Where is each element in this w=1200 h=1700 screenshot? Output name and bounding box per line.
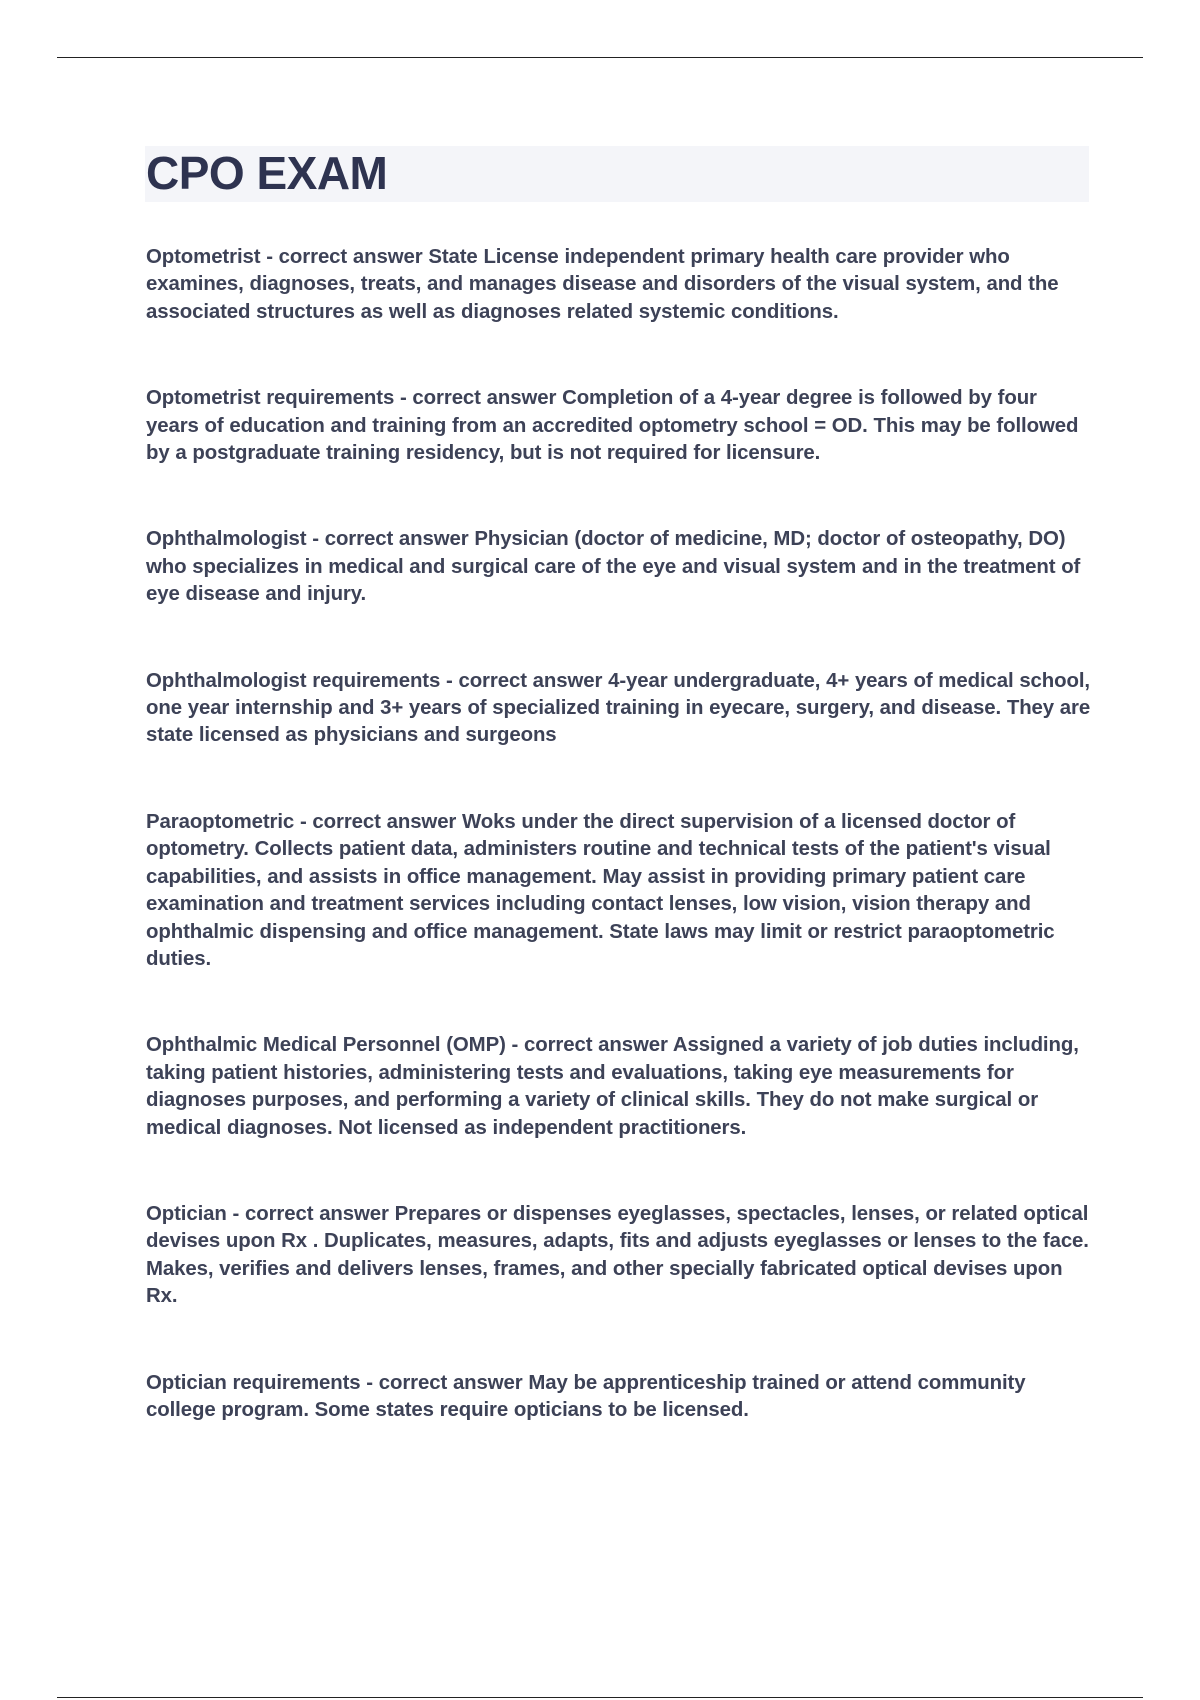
page-title: CPO EXAM xyxy=(146,147,388,199)
entry-list xyxy=(146,244,1091,1424)
top-rule xyxy=(57,57,1143,58)
entry-optician: Optician - correct answer Prepares or dispenses eyeglasses, spectacles, lenses, or related optical devises upon Rx . Duplicates, measures, adapts, fits and adjusts eyeglasses or lenses to the face. Makes, verifies and delivers lenses, frames, and other specially fabricated optical devises upon Rx. xyxy=(146,1202,1089,1308)
entry-ophthalmologist: Ophthalmologist - correct answer Physician (doctor of medicine, MD; doctor of osteopathy, DO) who specializes in medical and surgical care of the eye and visual system and in the treatment of eye disease and injury. xyxy=(146,528,1081,606)
entry-optometrist: Optometrist - correct answer State License independent primary health care provider who examines, diagnoses, treats, and manages disease and disorders of the visual system, and the associated structures as well as diagnoses related systemic conditions. xyxy=(146,246,1059,323)
entry-ophthalmologist-requirements: Ophthalmologist requirements - correct answer 4-year undergraduate, 4+ years of medical school, one year internship and 3+ years of specialized training in eyecare, surgery, and disease. They are state licensed as physicians and surgeons xyxy=(146,669,1091,747)
bottom-rule xyxy=(57,1697,1143,1698)
entry-ophthalmic-medical-personnel: Ophthalmic Medical Personnel (OMP) - correct answer Assigned a variety of job duties including, taking patient histories, administering tests and evaluations, taking eye measurements for diagnoses purposes, and performing a variety of clinical skills. They do not make surgical or medical diagnoses. Not licensed as independent practitioners. xyxy=(146,1034,1079,1139)
entry-optometrist-requirements: Optometrist requirements - correct answer Completion of a 4-year degree is followed by four years of education and training from an accredited optometry school = OD. This may be followed by a postgraduate training residency, but is not required for licensure. xyxy=(146,387,1079,465)
entry-paraoptometric: Paraoptometric - correct answer Woks under the direct supervision of a licensed doctor of optometry. Collects patient data, administers routine and technical tests of the patient's visual capabilities, and assists in office management. May assist in providing primary patient care examination and treatment services including contact lenses, low vision, vision therapy and ophthalmic dispensing and office management. State laws may limit or restrict paraoptometric duties. xyxy=(146,810,1055,970)
entry-optician-requirements: Optician requirements - correct answer May be apprenticeship trained or attend community college program. Some states require opticians to be licensed. xyxy=(146,1371,1026,1421)
